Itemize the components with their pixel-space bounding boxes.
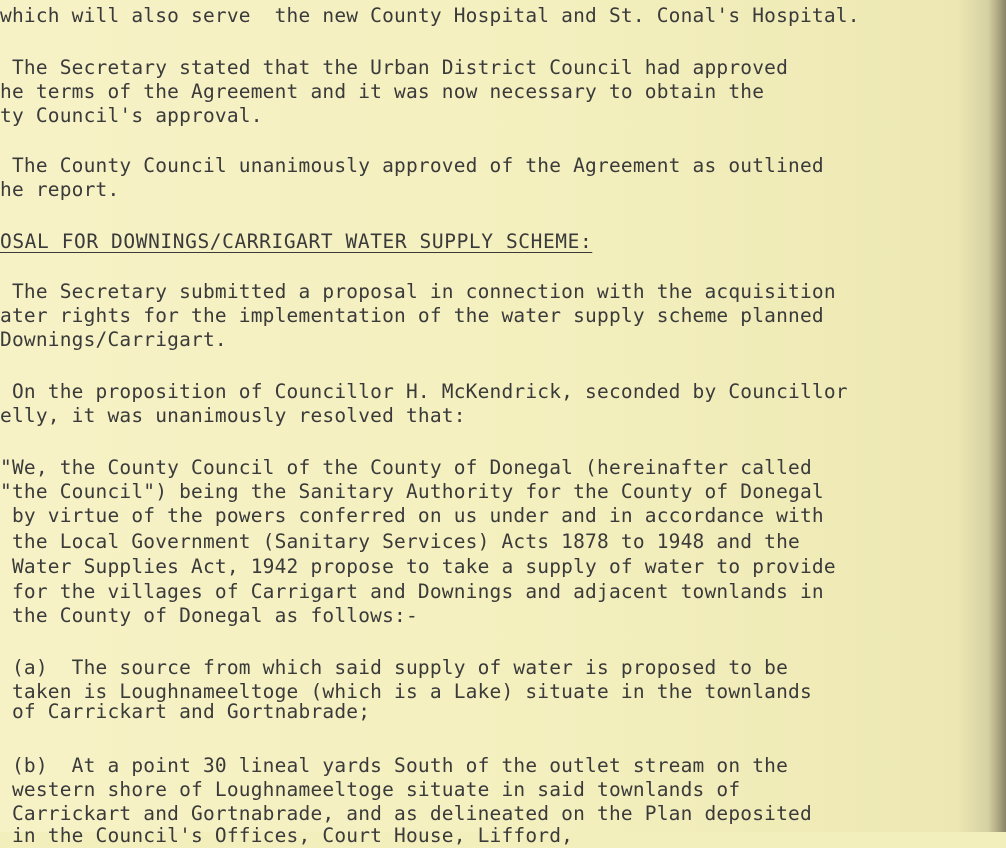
text-line-8: The Secretary submitted a proposal in connection with the acquisition: [0, 280, 836, 303]
resolution-line-6: for the villages of Carrigart and Downings and adjacent townlands in: [0, 580, 824, 603]
clause-b-line-4: in the Council's Offices, Court House, Lifford,: [0, 824, 574, 847]
section-heading: OSAL FOR DOWNINGS/CARRIGART WATER SUPPLY SCHEME:: [0, 230, 593, 253]
text-line-6: he report.: [0, 178, 120, 201]
text-line-4: ty Council's approval.: [0, 104, 263, 127]
clause-b-line-1: (b) At a point 30 lineal yards South of the outlet stream on the: [0, 754, 789, 777]
text-line-5: The County Council unanimously approved of the Agreement as outlined: [0, 154, 824, 177]
resolution-line-1: "We, the County Council of the County of Donegal (hereinafter called: [0, 456, 812, 479]
clause-b-line-3: Carrickart and Gortnabrade, and as delineated on the Plan deposited: [0, 802, 812, 825]
resolution-line-5: Water Supplies Act, 1942 propose to take a supply of water to provide: [0, 555, 836, 578]
text-line-3: he terms of the Agreement and it was now necessary to obtain the: [0, 80, 765, 103]
clause-a-line-2: taken is Loughnameeltoge (which is a Lake) situate in the townlands: [0, 680, 812, 703]
clause-a-line-3: of Carrickart and Gortnabrade;: [0, 700, 371, 723]
text-line-1: which will also serve the new County Hospital and St. Conal's Hospital.: [0, 4, 860, 27]
resolution-line-3: by virtue of the powers conferred on us under and in accordance with: [0, 504, 824, 527]
text-line-2: The Secretary stated that the Urban District Council had approved: [0, 56, 789, 79]
clause-b-line-2: western shore of Loughnameeltoge situate in said townlands of: [0, 778, 741, 801]
resolution-line-2: "the Council") being the Sanitary Authority for the County of Donegal: [0, 480, 824, 503]
resolution-line-4: the Local Government (Sanitary Services) Acts 1878 to 1948 and the: [0, 530, 800, 553]
text-line-11: On the proposition of Councillor H. McKendrick, seconded by Councillor: [0, 380, 848, 403]
text-line-12: elly, it was unanimously resolved that:: [0, 404, 466, 427]
text-line-9: ater rights for the implementation of the water supply scheme planned: [0, 304, 824, 327]
resolution-line-7: the County of Donegal as follows:-: [0, 604, 418, 627]
clause-a-line-1: (a) The source from which said supply of water is proposed to be: [0, 656, 789, 679]
text-line-10: Downings/Carrigart.: [0, 328, 227, 351]
page-edge-shadow: [988, 0, 1006, 832]
